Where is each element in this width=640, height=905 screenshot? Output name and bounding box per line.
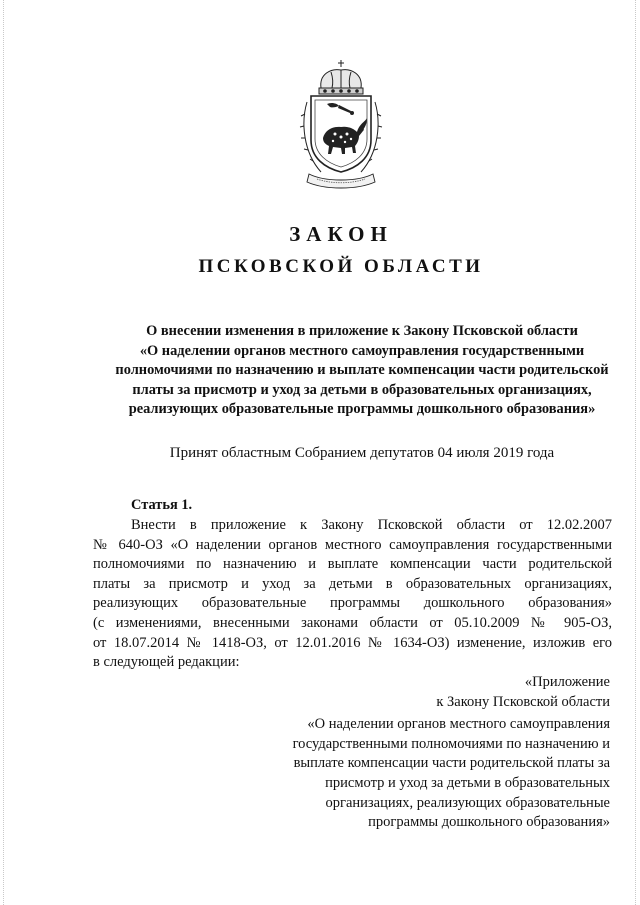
scan-edge-left bbox=[3, 0, 5, 905]
appendix-line: выплате компенсации части родительской платы за bbox=[293, 755, 610, 772]
appendix-line: государственными полномочиями по назначению и bbox=[292, 735, 610, 752]
appendix-line: «Приложение bbox=[524, 674, 610, 690]
body-line: в следующей редакции: bbox=[93, 654, 240, 671]
heading-line: платы за присмотр и уход за детьми в образовательных организациях, bbox=[132, 381, 592, 398]
body-line: платы за присмотр и уход за детьми в образовательных организациях, bbox=[93, 575, 612, 592]
appendix-line: организациях, реализующих образовательные bbox=[325, 794, 610, 811]
adoption-statement: Принят областным Собранием депутатов 04 июля 2019 года bbox=[169, 445, 555, 461]
heading-line: полномочиями по назначению и выплате компенсации части родительской bbox=[115, 362, 609, 378]
law-region: ПСКОВСКОЙ ОБЛАСТИ bbox=[198, 256, 484, 277]
body-line: (с изменениями, внесенными законами области от 05.10.2009 № 905-ОЗ, bbox=[93, 614, 612, 631]
heading-line: О внесении изменения в приложение к Закону Псковской области bbox=[146, 323, 578, 339]
appendix-line: присмотр и уход за детьми в образовательных bbox=[325, 774, 610, 791]
appendix-line: к Закону Псковской области bbox=[436, 693, 610, 710]
heading-line: реализующих образовательные программы дошкольного образования» bbox=[128, 401, 596, 417]
heading-line: «О наделении органов местного самоуправления государственными bbox=[139, 342, 585, 359]
appendix-header bbox=[250, 673, 610, 833]
appendix-line: программы дошкольного образования» bbox=[368, 814, 610, 831]
body-line: № 640-ОЗ «О наделении органов местного самоуправления государственными bbox=[93, 536, 612, 553]
article-title: Статья 1. bbox=[131, 497, 193, 513]
appendix-line: «О наделении органов местного самоуправления bbox=[307, 716, 610, 733]
body-line: полномочиями по назначению и выплате компенсации части родительской bbox=[93, 556, 612, 573]
body-line: от 18.07.2014 № 1418-ОЗ, от 12.01.2016 № 1634-ОЗ) изменение, изложив его bbox=[93, 634, 612, 651]
article-body bbox=[93, 516, 612, 673]
body-line: реализующих образовательные программы дошкольного образования» bbox=[93, 595, 612, 612]
pskov-coat-of-arms-icon bbox=[295, 58, 387, 196]
law-title: ЗАКОН bbox=[289, 222, 393, 246]
document-heading bbox=[84, 322, 640, 420]
body-line: Внести в приложение к Закону Псковской области от 12.02.2007 bbox=[131, 517, 612, 533]
